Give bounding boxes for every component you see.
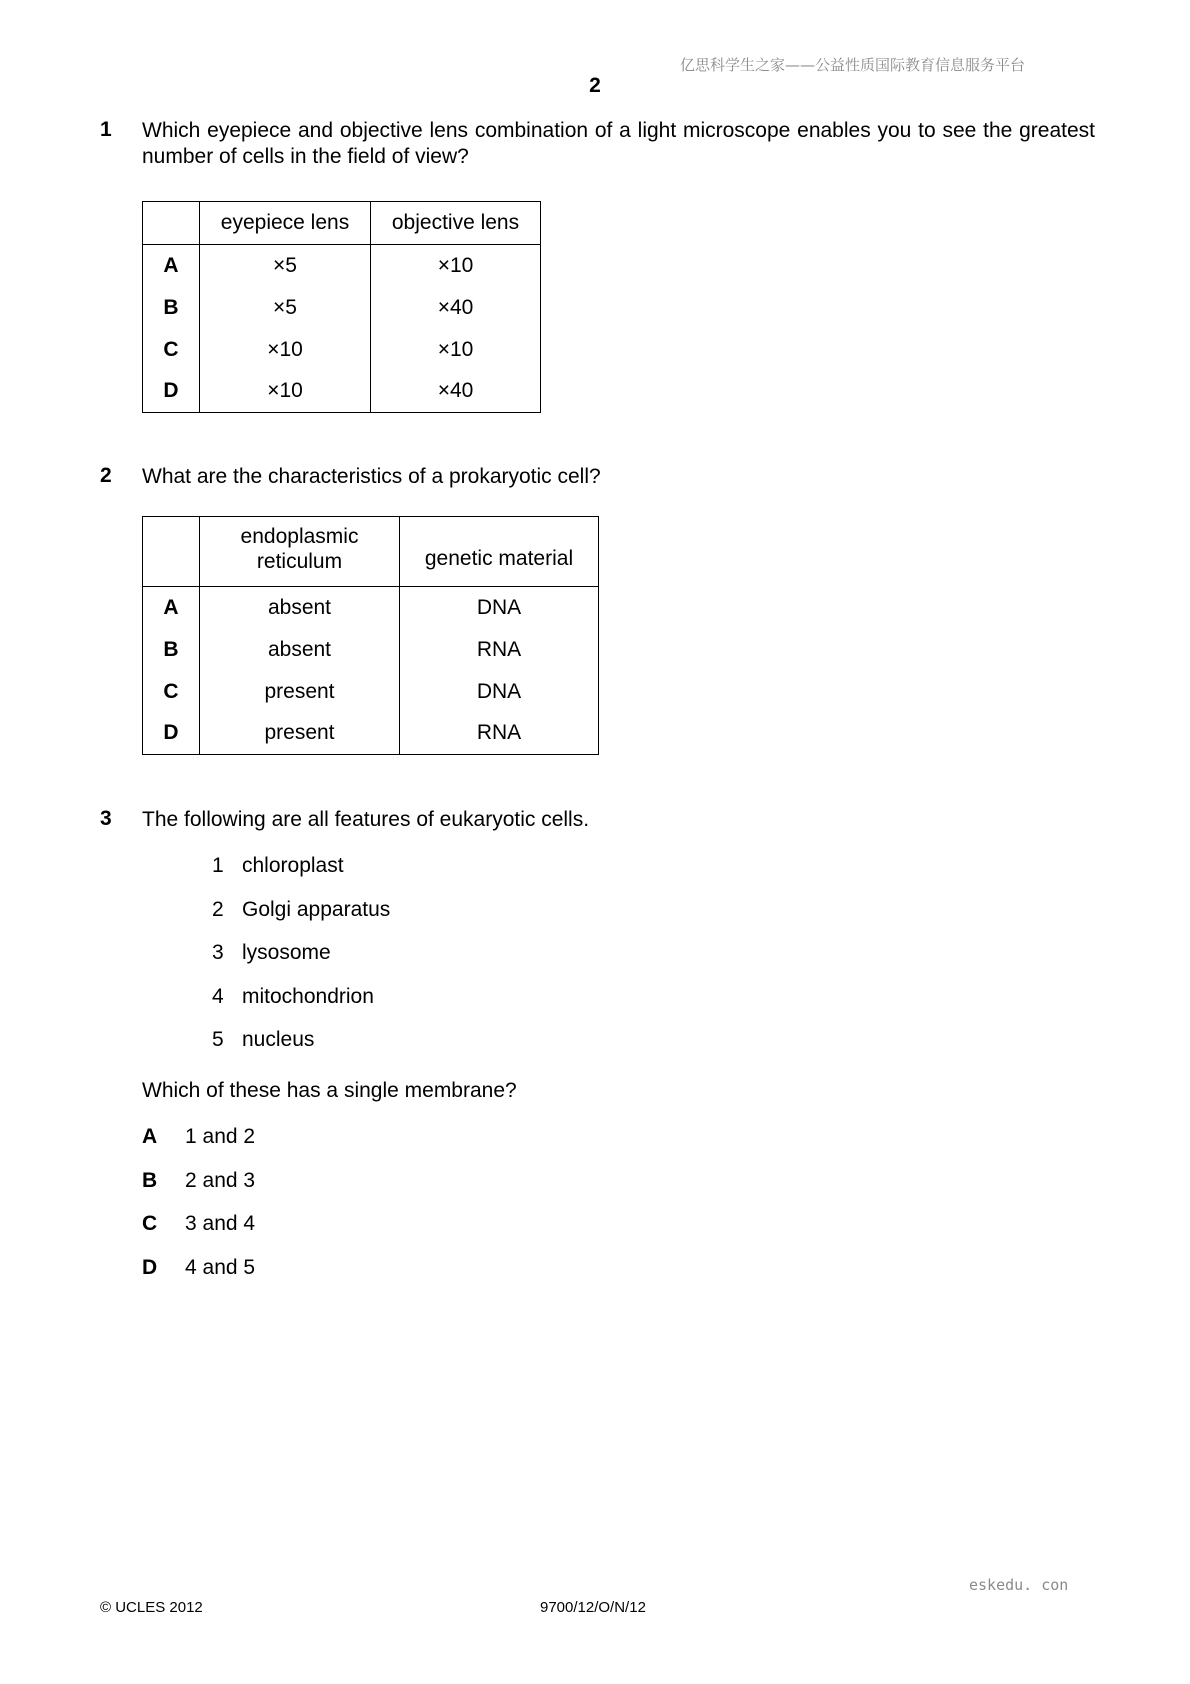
table-cell: ×5: [200, 287, 371, 329]
table-header-objective: objective lens: [371, 202, 541, 245]
table-cell: present: [200, 713, 400, 755]
list-item-label: mitochondrion: [242, 984, 374, 1008]
question-3-number: 3: [100, 807, 112, 830]
copyright-text: © UCLES 2012: [100, 1599, 203, 1616]
table-cell: RNA: [400, 629, 599, 671]
question-2-number: 2: [100, 464, 112, 487]
option-text: 3 and 4: [185, 1212, 256, 1235]
list-item: [212, 941, 390, 985]
list-item-label: lysosome: [242, 941, 331, 964]
option-text: 4 and 5: [185, 1255, 256, 1279]
table-cell: ×10: [371, 245, 541, 287]
option-letter: B: [142, 1168, 158, 1192]
table-cell: ×5: [200, 245, 371, 287]
row-letter: C: [143, 671, 200, 713]
list-item: [212, 985, 390, 1029]
list-item-number: 5: [212, 1028, 224, 1051]
question-1-table: [142, 201, 541, 413]
answer-option: [142, 1125, 255, 1169]
table-cell: ×10: [371, 329, 541, 371]
table-cell: absent: [200, 629, 400, 671]
list-item: [212, 898, 390, 942]
list-item-number: 3: [212, 941, 224, 964]
question-2-text: What are the characteristics of a prokaryotic cell?: [142, 465, 601, 488]
row-letter: A: [143, 245, 200, 287]
answer-option: [142, 1169, 255, 1213]
table-header-genetic-material: genetic material: [400, 517, 599, 587]
watermark-bottom-text: eskedu. con: [969, 1576, 1069, 1594]
row-letter: A: [143, 587, 200, 629]
table-header-eyepiece: eyepiece lens: [200, 202, 371, 245]
list-item-number: 4: [212, 984, 224, 1008]
table-cell: RNA: [400, 713, 599, 755]
answer-options: [142, 1125, 255, 1299]
paper-code: 9700/12/O/N/12: [540, 1599, 646, 1616]
row-letter: B: [143, 287, 200, 329]
table-header-blank: [143, 517, 200, 587]
table-cell: ×10: [200, 329, 371, 371]
option-text: 1 and 2: [185, 1125, 256, 1148]
row-letter: C: [143, 329, 200, 371]
row-letter: B: [143, 629, 200, 671]
table-cell: ×40: [371, 287, 541, 329]
question-3-prompt: Which of these has a single membrane?: [142, 1079, 517, 1102]
question-2-table: [142, 516, 599, 755]
page-number: 2: [589, 74, 601, 97]
list-item-label: Golgi apparatus: [242, 897, 391, 921]
answer-option: [142, 1256, 255, 1300]
option-letter: A: [142, 1125, 158, 1148]
list-item-number: 1: [212, 854, 224, 877]
option-letter: C: [142, 1212, 158, 1235]
option-text: 2 and 3: [185, 1168, 256, 1192]
feature-list: [212, 854, 390, 1072]
table-cell: present: [200, 671, 400, 713]
row-letter: D: [143, 371, 200, 413]
list-item: [212, 854, 390, 898]
watermark-top-text: 亿思科学生之家——公益性质国际教育信息服务平台: [680, 56, 1026, 74]
table-cell: ×40: [371, 371, 541, 413]
table-header-blank: [143, 202, 200, 245]
table-header-endoplasmic-reticulum: endoplasmic reticulum: [200, 517, 400, 587]
table-cell: absent: [200, 587, 400, 629]
question-1-number: 1: [100, 118, 112, 141]
table-cell: DNA: [400, 587, 599, 629]
list-item: [212, 1028, 390, 1072]
list-item-number: 2: [212, 897, 224, 921]
option-letter: D: [142, 1255, 158, 1279]
list-item-label: chloroplast: [242, 854, 344, 877]
question-3-text: The following are all features of eukaryotic cells.: [142, 808, 590, 831]
list-item-label: nucleus: [242, 1028, 315, 1051]
question-1-text: Which eyepiece and objective lens combination of a light microscope enables you to see the greatest number of cells in the field of view?: [142, 119, 1095, 168]
table-cell: DNA: [400, 671, 599, 713]
row-letter: D: [143, 713, 200, 755]
answer-option: [142, 1212, 255, 1256]
table-cell: ×10: [200, 371, 371, 413]
